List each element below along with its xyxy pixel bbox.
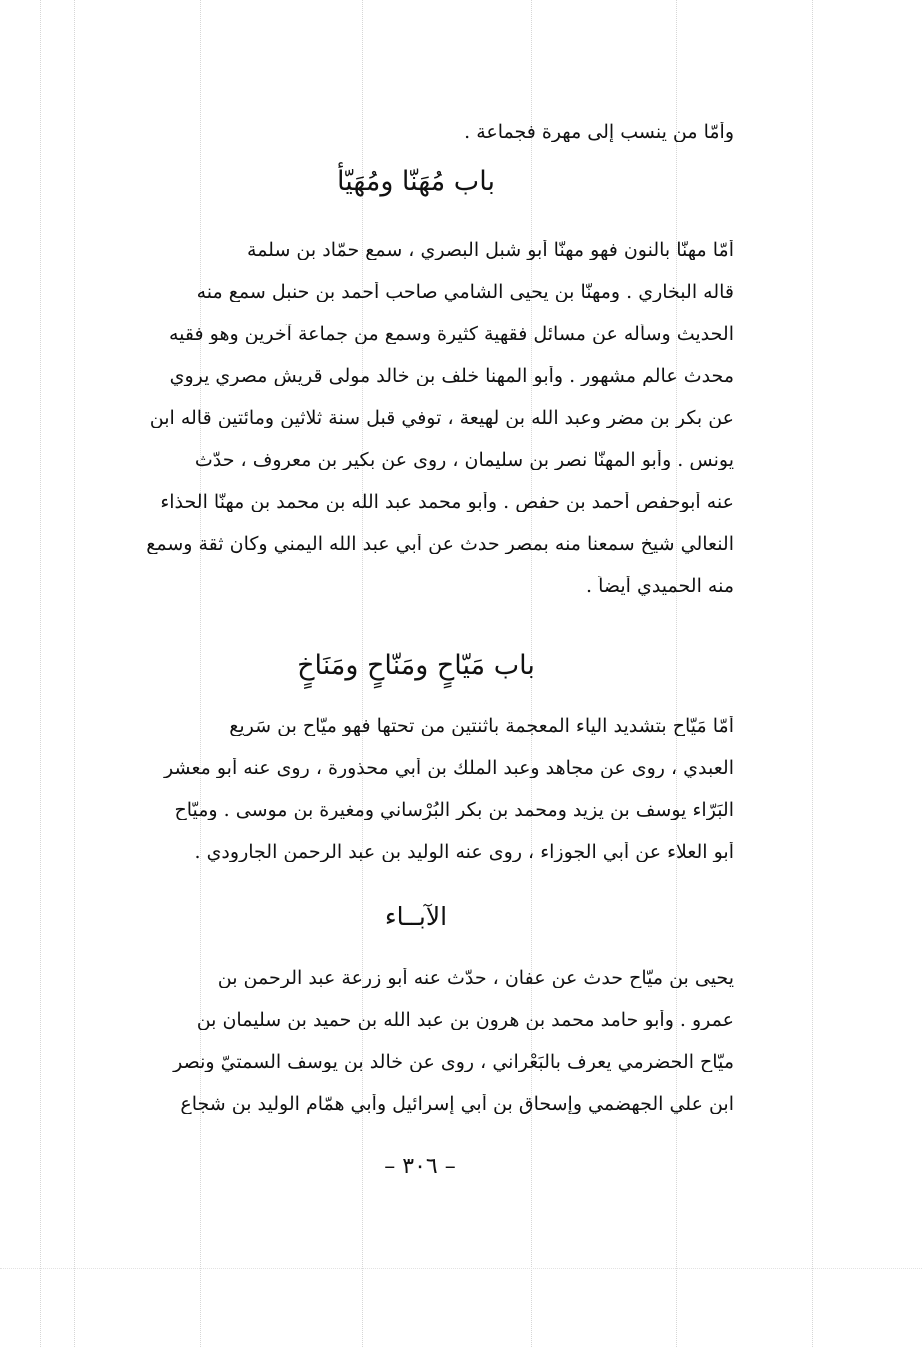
text-line: البَرّاء يوسف بن يزيد ومحمد بن بكر البُرْساني ومغيرة بن موسى . وميّاح	[174, 800, 734, 820]
text-line: أمّا مهنّا بالنون فهو مهنّا أبو شبل البصري ، سمع حمّاد بن سلمة	[247, 240, 734, 260]
text-line: العبدي ، روى عن مجاهد وعبد الملك بن أبي محذورة ، روى عنه أبو معشر	[164, 758, 734, 778]
section-heading-mayyah: باب مَيّاحٍ ومَنّاحٍ ومَنَاخٍ	[297, 650, 535, 681]
text-line: أمّا مَيّاح بتشديد الياء المعجمة باثنتين من تحتها فهو ميّاح بن سَريع	[229, 716, 734, 736]
text-line: ميّاح الحضرمي يعرف بالبَعْراني ، روى عن خالد بن يوسف السمتيّ ونصر	[173, 1052, 734, 1072]
intro-line: وأمّا من ينسب إلى مهرة فجماعة .	[464, 122, 734, 142]
section-heading-muhanna: باب مُهَنّا ومُهَيّأ	[337, 166, 495, 197]
section3-paragraph	[98, 968, 734, 1114]
text-line: ابن علي الجهضمي وإسحاق بن أبي إسرائيل وأبي همّام الوليد بن شجاع	[180, 1094, 734, 1114]
text-line: الحديث وسأله عن مسائل فقهية كثيرة وسمع من جماعة آخرين وهو فقيه	[168, 324, 734, 344]
text-line: النعالي شيخ سمعنا منه بمصر حدث عن أبي عبد الله اليمني وكان ثقة وسمع	[146, 534, 734, 554]
text-line: عن بكر بن مضر وعبد الله بن لهيعة ، توفي قبل سنة ثلاثين ومائتين قاله ابن	[149, 408, 734, 428]
section1-paragraph	[98, 240, 734, 596]
intro-paragraph	[98, 122, 734, 142]
page-number: – ٣٠٦ –	[384, 1154, 456, 1179]
text-line: عمرو . وأبو حامد محمد بن هرون بن عبد الله بن حميد بن سليمان بن	[196, 1010, 734, 1030]
text-line: منه الحميدي أيضاً .	[586, 576, 734, 596]
scan-line	[40, 0, 41, 1347]
scan-line	[74, 0, 75, 1347]
text-line: يونس . وأبو المهنّا نصر بن سليمان ، روى عن بكير بن معروف ، حدّث	[194, 450, 734, 470]
section2-paragraph	[98, 716, 734, 862]
text-line: يحيى بن ميّاح حدث عن عفان ، حدّث عنه أبو زرعة عبد الرحمن بن	[217, 968, 734, 988]
text-line: أبو العلاء عن أبي الجوزاء ، روى عنه الوليد بن عبد الرحمن الجارودي .	[194, 842, 734, 862]
scan-line	[0, 1268, 922, 1269]
text-line: محدث عالم مشهور . وأبو المهنا خلف بن خالد مولى قريش مصري يروي	[169, 366, 734, 386]
scan-line	[812, 0, 813, 1347]
text-line: عنه أبوحفص أحمد بن حفص . وأبو محمد عبد الله بن محمد بن مهنّا الحذاء	[160, 492, 734, 512]
section-heading-aba: الآبــاء	[384, 902, 448, 931]
text-line: قاله البخاري . ومهنّا بن يحيى الشامي صاحب أحمد بن حنبل سمع منه	[196, 282, 734, 302]
